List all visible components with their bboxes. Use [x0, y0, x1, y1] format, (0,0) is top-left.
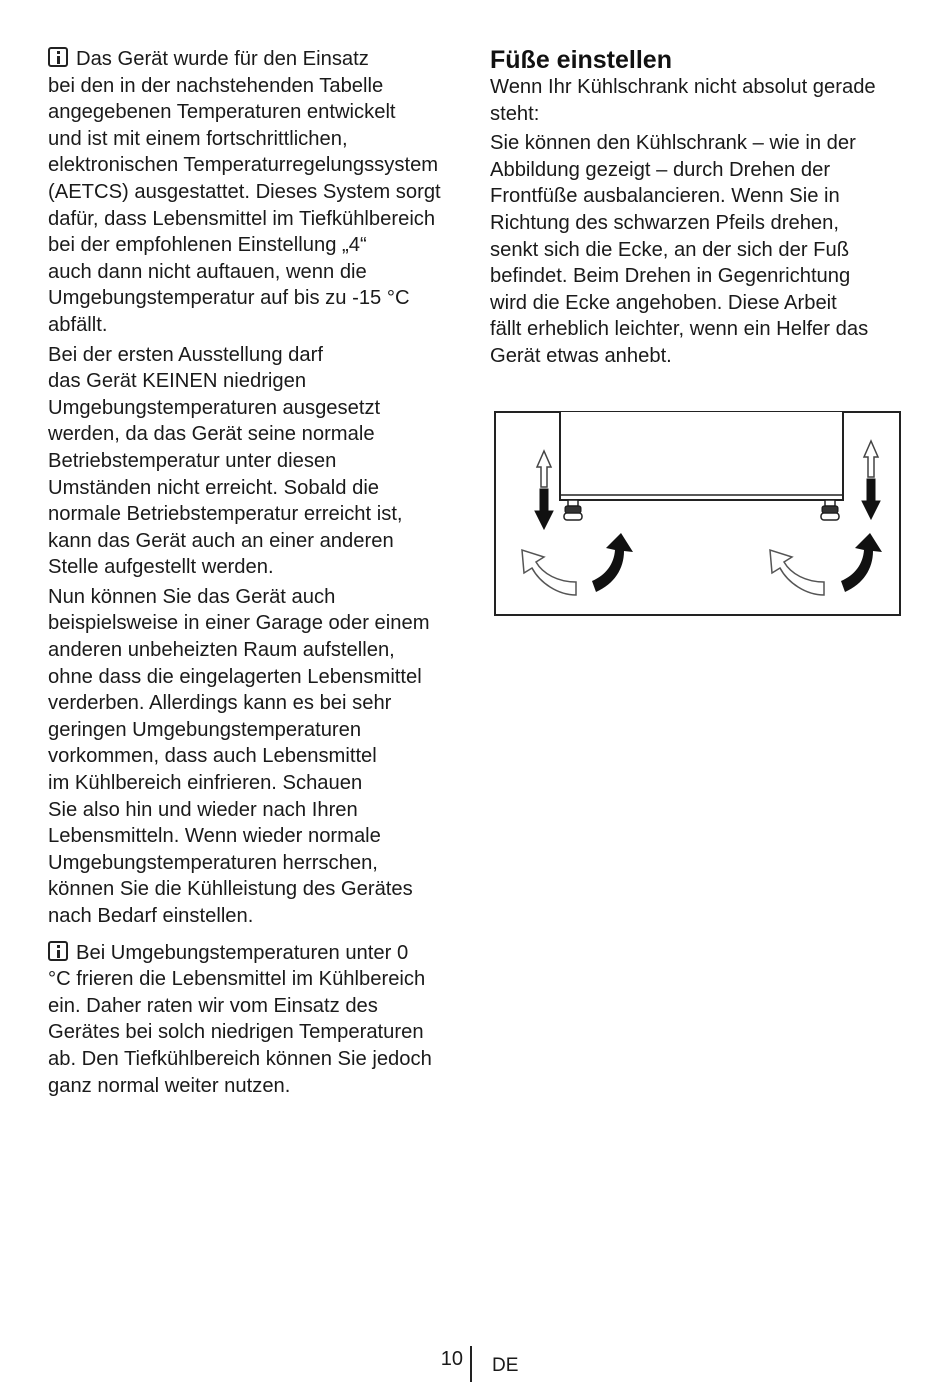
paragraph-not-level: Wenn Ihr Kühlschrank nicht absolut gerade steht: [490, 76, 876, 125]
page-footer [0, 1346, 950, 1386]
feet-adjustment-illustration [494, 411, 901, 616]
footer-divider [470, 1346, 472, 1382]
info-icon [48, 941, 68, 961]
info-paragraph-aetcs: Das Gerät wurde für den Einsatz bei den in der nachstehenden Tabelle angegebenen Temperaturen entwickelt und ist mit einem fortschrittlichen, elektronischen Temperaturregelungssystem (AETCS) ausgestattet. Dieses System sorgt dafür, dass Lebensmittel im Tiefkühlbereich bei der empfohlenen Einstellung „4“ auch dann nicht auftauen, wenn die Umgebungstemperatur auf bis zu -15 °C abfällt. [48, 48, 441, 336]
right-column [490, 46, 910, 373]
feet-adjustment-figure [494, 411, 901, 616]
info-paragraph-low-temperature: Bei Umgebungstemperaturen unter 0 °C frieren die Lebensmittel im Kühlbereich ein. Daher raten wir vom Einsatz des Gerätes bei solch niedrigen Temperaturen ab. Den Tiefkühlbereich können Sie jedoch ganz normal weiter nutzen. [48, 941, 432, 1097]
fridge-body [560, 411, 843, 500]
paragraph-first-installation: Bei der ersten Ausstellung darf das Gerät KEINEN niedrigen Umgebungstemperaturen ausgesetzt werden, da das Gerät seine normale Betriebstemperatur unter diesen Umständen nicht erreicht. Sobald die normale Betriebstemperatur erreicht ist, kann das Gerät auch an einer anderen Stelle aufgestellt werden. [48, 343, 403, 579]
info-icon [48, 47, 68, 67]
paragraph-adjust-feet: Sie können den Kühlschrank – wie in der Abbildung gezeigt – durch Drehen der Frontfüße ausbalancieren. Wenn Sie in Richtung des schwarzen Pfeils drehen, senkt sich die Ecke, an der sich der Fuß befindet. Beim Drehen in Gegenrichtung wird die Ecke angehoben. Diese Arbeit fällt erheblich leichter, wenn ein Helfer das Gerät etwas anhebt. [490, 132, 869, 367]
left-column [48, 46, 468, 1102]
page-number: 10 [440, 1348, 463, 1370]
paragraph-garage-usage: Nun können Sie das Gerät auch beispielsweise in einer Garage oder einem anderen unbeheizten Raum aufstellen, ohne dass die eingelagerten Lebensmittel verderben. Allerdings kann es bei sehr geringen Umgebungstemperaturen vorkommen, dass auch Lebensmittel im Kühlbereich einfrieren. Schauen Sie also hin und wieder nach Ihren Lebensmitteln. Wenn wieder normale Umgebungstemperaturen herrschen, können Sie die Kühlleistung des Gerätes nach Bedarf einstellen. [48, 585, 430, 927]
section-heading: Füße einstellen [490, 46, 672, 74]
language-code: DE [492, 1355, 519, 1376]
